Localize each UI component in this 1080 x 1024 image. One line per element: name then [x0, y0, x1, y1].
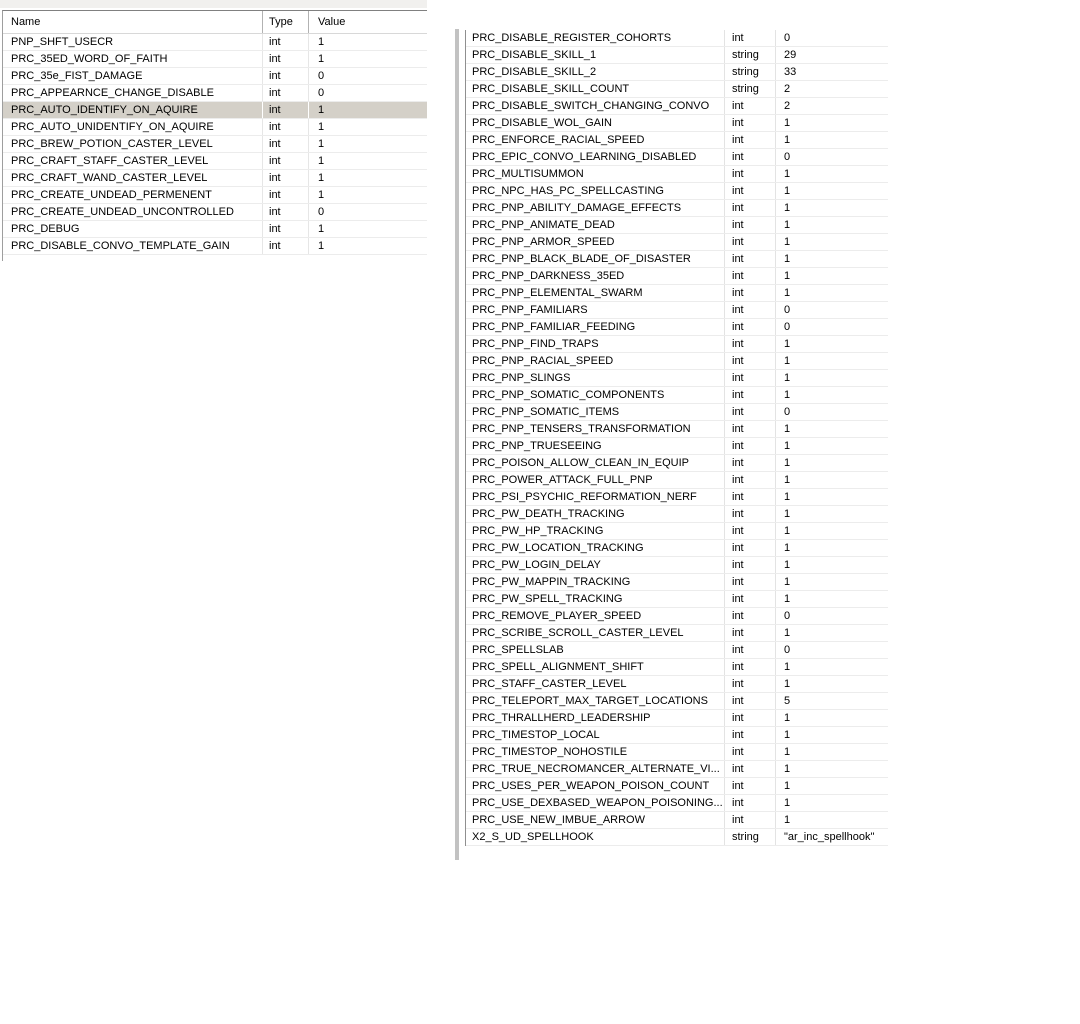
- cell-type: int: [724, 234, 775, 250]
- table-row[interactable]: [466, 574, 888, 591]
- cell-type: int: [724, 353, 775, 369]
- cell-value: 0: [775, 404, 888, 420]
- cell-value: 1: [775, 370, 888, 386]
- cell-value: 1: [775, 438, 888, 454]
- cell-type: int: [724, 336, 775, 352]
- cell-name: PRC_USES_PER_WEAPON_POISON_COUNT: [472, 780, 710, 792]
- cell-type: int: [724, 302, 775, 318]
- cell-name: PRC_TELEPORT_MAX_TARGET_LOCATIONS: [472, 695, 708, 707]
- cell-value: 1: [775, 353, 888, 369]
- window-top-strip: [0, 0, 427, 8]
- column-header-value[interactable]: Value: [308, 11, 427, 33]
- cell-name: PRC_PW_DEATH_TRACKING: [472, 508, 625, 520]
- cell-type: int: [724, 642, 775, 658]
- variables-list-left: [2, 10, 427, 261]
- cell-name: PRC_USE_DEXBASED_WEAPON_POISONING...: [472, 797, 723, 809]
- table-row[interactable]: [3, 204, 427, 221]
- cell-value: 1: [775, 591, 888, 607]
- table-row[interactable]: [466, 455, 888, 472]
- cell-type: int: [262, 119, 308, 135]
- cell-value: 1: [308, 102, 427, 118]
- cell-name: PRC_PNP_FIND_TRAPS: [472, 338, 599, 350]
- variables-list-right: [465, 30, 888, 846]
- table-row[interactable]: [466, 319, 888, 336]
- cell-name: PRC_ENFORCE_RACIAL_SPEED: [472, 134, 645, 146]
- table-row[interactable]: [3, 85, 427, 102]
- table-row[interactable]: [466, 217, 888, 234]
- cell-name: PRC_EPIC_CONVO_LEARNING_DISABLED: [472, 151, 697, 163]
- cell-type: int: [262, 238, 308, 254]
- cell-value: 1: [775, 132, 888, 148]
- cell-name: PRC_DISABLE_SKILL_1: [472, 49, 597, 61]
- cell-name: PRC_PNP_BLACK_BLADE_OF_DISASTER: [472, 253, 691, 265]
- cell-value: 1: [775, 710, 888, 726]
- cell-type: int: [724, 30, 775, 46]
- cell-name: PRC_AUTO_IDENTIFY_ON_AQUIRE: [11, 104, 198, 116]
- cell-type: int: [724, 183, 775, 199]
- table-row[interactable]: [466, 761, 888, 778]
- table-row[interactable]: [3, 187, 427, 204]
- cell-name: PRC_PNP_DARKNESS_35ED: [472, 270, 625, 282]
- cell-name: PRC_POISON_ALLOW_CLEAN_IN_EQUIP: [472, 457, 690, 469]
- cell-value: 1: [775, 489, 888, 505]
- table-row[interactable]: [466, 251, 888, 268]
- cell-name: PRC_CREATE_UNDEAD_PERMENENT: [11, 189, 212, 201]
- cell-type: int: [724, 608, 775, 624]
- cell-value: 1: [775, 523, 888, 539]
- cell-name: PRC_STAFF_CASTER_LEVEL: [472, 678, 627, 690]
- table-row[interactable]: [3, 153, 427, 170]
- cell-type: int: [724, 693, 775, 709]
- cell-name: PRC_TIMESTOP_NOHOSTILE: [472, 746, 628, 758]
- cell-type: int: [724, 744, 775, 760]
- table-row[interactable]: [466, 149, 888, 166]
- cell-type: int: [724, 574, 775, 590]
- cell-type: int: [724, 523, 775, 539]
- cell-name: PRC_DISABLE_SKILL_2: [472, 66, 597, 78]
- table-body-right: [466, 30, 888, 846]
- cell-value: 1: [308, 51, 427, 67]
- cell-name: PRC_SPELL_ALIGNMENT_SHIFT: [472, 661, 644, 673]
- table-row[interactable]: [3, 34, 427, 51]
- cell-value: 1: [775, 540, 888, 556]
- cell-value: 0: [775, 608, 888, 624]
- table-row[interactable]: [466, 166, 888, 183]
- table-row[interactable]: [466, 115, 888, 132]
- cell-name: PRC_AUTO_UNIDENTIFY_ON_AQUIRE: [11, 121, 214, 133]
- cell-type: int: [724, 472, 775, 488]
- cell-type: int: [724, 625, 775, 641]
- table-row[interactable]: [466, 523, 888, 540]
- cell-name: PRC_THRALLHERD_LEADERSHIP: [472, 712, 651, 724]
- cell-name: PRC_MULTISUMMON: [472, 168, 584, 180]
- cell-name: PRC_DISABLE_CONVO_TEMPLATE_GAIN: [11, 240, 230, 252]
- cell-type: int: [724, 710, 775, 726]
- cell-type: int: [724, 200, 775, 216]
- cell-value: 2: [775, 81, 888, 97]
- cell-type: int: [262, 34, 308, 50]
- table-row[interactable]: [466, 353, 888, 370]
- cell-name: PRC_PNP_ARMOR_SPEED: [472, 236, 615, 248]
- cell-type: int: [724, 421, 775, 437]
- cell-type: int: [724, 251, 775, 267]
- cell-name: PRC_PNP_FAMILIAR_FEEDING: [472, 321, 636, 333]
- cell-name: PRC_35e_FIST_DAMAGE: [11, 70, 143, 82]
- table-row[interactable]: [466, 268, 888, 285]
- cell-type: int: [724, 387, 775, 403]
- cell-type: int: [724, 795, 775, 811]
- cell-type: int: [262, 102, 308, 118]
- cell-name: PRC_DISABLE_SWITCH_CHANGING_CONVO: [472, 100, 710, 112]
- cell-type: int: [724, 778, 775, 794]
- cell-name: PRC_POWER_ATTACK_FULL_PNP: [472, 474, 653, 486]
- table-row[interactable]: [466, 727, 888, 744]
- cell-type: int: [724, 268, 775, 284]
- table-row[interactable]: [466, 370, 888, 387]
- table-row[interactable]: [466, 642, 888, 659]
- cell-type: int: [724, 557, 775, 573]
- cell-name: PRC_CRAFT_WAND_CASTER_LEVEL: [11, 172, 208, 184]
- cell-type: int: [262, 221, 308, 237]
- cell-name: PRC_PW_LOGIN_DELAY: [472, 559, 601, 571]
- table-row[interactable]: [466, 438, 888, 455]
- cell-name: PRC_PNP_ELEMENTAL_SWARM: [472, 287, 643, 299]
- cell-type: int: [262, 85, 308, 101]
- cell-value: 5: [775, 693, 888, 709]
- table-row[interactable]: [466, 591, 888, 608]
- column-header-name[interactable]: Name: [11, 16, 41, 28]
- table-row[interactable]: [466, 472, 888, 489]
- cell-value: 0: [308, 85, 427, 101]
- cell-name: PRC_DISABLE_REGISTER_COHORTS: [472, 32, 672, 44]
- table-row[interactable]: [466, 540, 888, 557]
- table-header: [3, 11, 427, 34]
- table-row[interactable]: [466, 710, 888, 727]
- cell-value: 1: [775, 727, 888, 743]
- table-row[interactable]: [466, 302, 888, 319]
- cell-name: PRC_REMOVE_PLAYER_SPEED: [472, 610, 642, 622]
- cell-name: PRC_35ED_WORD_OF_FAITH: [11, 53, 168, 65]
- cell-name: PRC_PNP_FAMILIARS: [472, 304, 588, 316]
- table-row[interactable]: [3, 238, 427, 255]
- cell-value: 2: [775, 98, 888, 114]
- cell-value: 1: [308, 221, 427, 237]
- table-row[interactable]: [466, 778, 888, 795]
- cell-type: int: [724, 455, 775, 471]
- cell-value: 1: [775, 744, 888, 760]
- cell-name: PRC_APPEARNCE_CHANGE_DISABLE: [11, 87, 214, 99]
- cell-type: int: [262, 68, 308, 84]
- table-row[interactable]: [466, 676, 888, 693]
- cell-type: int: [262, 51, 308, 67]
- table-row[interactable]: [466, 693, 888, 710]
- cell-name: PRC_TIMESTOP_LOCAL: [472, 729, 600, 741]
- table-body-left: [3, 34, 427, 255]
- cell-value: 1: [775, 166, 888, 182]
- table-row[interactable]: [466, 506, 888, 523]
- cell-value: 1: [775, 251, 888, 267]
- cell-name: PRC_DISABLE_WOL_GAIN: [472, 117, 612, 129]
- cell-type: int: [724, 812, 775, 828]
- cell-type: int: [724, 591, 775, 607]
- cell-value: 0: [775, 30, 888, 46]
- cell-value: 1: [775, 761, 888, 777]
- cell-type: int: [724, 659, 775, 675]
- cell-value: 1: [775, 659, 888, 675]
- cell-type: int: [724, 540, 775, 556]
- cell-name: PRC_DEBUG: [11, 223, 80, 235]
- cell-name: PRC_NPC_HAS_PC_SPELLCASTING: [472, 185, 664, 197]
- cell-type: int: [262, 153, 308, 169]
- cell-type: int: [724, 115, 775, 131]
- cell-type: string: [724, 47, 775, 63]
- table-row[interactable]: [466, 557, 888, 574]
- table-row[interactable]: [466, 234, 888, 251]
- cell-name: PRC_PNP_SLINGS: [472, 372, 571, 384]
- cell-value: 1: [775, 778, 888, 794]
- cell-name: PRC_PSI_PSYCHIC_REFORMATION_NERF: [472, 491, 697, 503]
- cell-name: PRC_CRAFT_STAFF_CASTER_LEVEL: [11, 155, 209, 167]
- cell-value: 1: [775, 200, 888, 216]
- table-row[interactable]: [3, 51, 427, 68]
- cell-name: PNP_SHFT_USECR: [11, 36, 114, 48]
- cell-value: 1: [308, 238, 427, 254]
- cell-value: 0: [308, 68, 427, 84]
- cell-name: PRC_PW_SPELL_TRACKING: [472, 593, 623, 605]
- cell-value: 1: [775, 812, 888, 828]
- cell-value: 0: [775, 149, 888, 165]
- cell-value: 1: [775, 285, 888, 301]
- cell-name: PRC_DISABLE_SKILL_COUNT: [472, 83, 630, 95]
- table-row[interactable]: [466, 608, 888, 625]
- cell-type: string: [724, 64, 775, 80]
- cell-value: 1: [775, 387, 888, 403]
- cell-name: PRC_PNP_ABILITY_DAMAGE_EFFECTS: [472, 202, 682, 214]
- table-row[interactable]: [466, 30, 888, 47]
- cell-value: 1: [308, 119, 427, 135]
- table-row[interactable]: [3, 119, 427, 136]
- table-row[interactable]: [466, 81, 888, 98]
- table-row[interactable]: [466, 421, 888, 438]
- cell-value: 0: [775, 319, 888, 335]
- table-row[interactable]: [466, 812, 888, 829]
- cell-value: 1: [775, 217, 888, 233]
- cell-value: 1: [775, 557, 888, 573]
- cell-value: 1: [775, 115, 888, 131]
- cell-value: 1: [775, 234, 888, 250]
- cell-type: int: [724, 319, 775, 335]
- cell-value: 1: [775, 336, 888, 352]
- table-row[interactable]: [466, 625, 888, 642]
- table-row[interactable]: [466, 47, 888, 64]
- cell-name: PRC_PNP_SOMATIC_ITEMS: [472, 406, 620, 418]
- cell-name: PRC_PNP_RACIAL_SPEED: [472, 355, 614, 367]
- cell-type: int: [724, 149, 775, 165]
- cell-type: int: [724, 404, 775, 420]
- table-row[interactable]: [3, 136, 427, 153]
- cell-type: int: [724, 727, 775, 743]
- cell-value: 1: [775, 472, 888, 488]
- table-row[interactable]: [466, 829, 888, 846]
- cell-type: int: [724, 676, 775, 692]
- cell-value: 1: [308, 170, 427, 186]
- cell-value: 1: [775, 455, 888, 471]
- cell-name: PRC_SCRIBE_SCROLL_CASTER_LEVEL: [472, 627, 684, 639]
- cell-value: 29: [775, 47, 888, 63]
- cell-name: X2_S_UD_SPELLHOOK: [472, 831, 594, 843]
- cell-type: int: [724, 132, 775, 148]
- table-row[interactable]: [466, 387, 888, 404]
- column-header-type[interactable]: Type: [262, 11, 308, 33]
- cell-name: PRC_BREW_POTION_CASTER_LEVEL: [11, 138, 213, 150]
- cell-type: int: [262, 187, 308, 203]
- cell-value: 1: [308, 136, 427, 152]
- table-row[interactable]: [466, 183, 888, 200]
- table-row[interactable]: [466, 489, 888, 506]
- cell-value: 1: [775, 625, 888, 641]
- cell-type: int: [724, 166, 775, 182]
- table-row[interactable]: [466, 744, 888, 761]
- cell-value: 1: [775, 268, 888, 284]
- cell-value: 1: [775, 795, 888, 811]
- cell-value: 0: [308, 204, 427, 220]
- cell-name: PRC_PNP_TENSERS_TRANSFORMATION: [472, 423, 691, 435]
- cell-value: 1: [308, 187, 427, 203]
- cell-name: PRC_PW_HP_TRACKING: [472, 525, 604, 537]
- cell-value: "ar_inc_spellhook": [775, 829, 888, 845]
- cell-type: string: [724, 829, 775, 845]
- table-row[interactable]: [3, 221, 427, 238]
- cell-name: PRC_CREATE_UNDEAD_UNCONTROLLED: [11, 206, 234, 218]
- cell-value: 1: [775, 574, 888, 590]
- cell-name: PRC_SPELLSLAB: [472, 644, 564, 656]
- table-row[interactable]: [466, 404, 888, 421]
- cell-name: PRC_PNP_TRUESEEING: [472, 440, 602, 452]
- cell-name: PRC_PW_LOCATION_TRACKING: [472, 542, 644, 554]
- table-row[interactable]: [466, 285, 888, 302]
- cell-name: PRC_TRUE_NECROMANCER_ALTERNATE_VI...: [472, 763, 720, 775]
- cell-type: string: [724, 81, 775, 97]
- table-row[interactable]: [466, 659, 888, 676]
- cell-type: int: [724, 761, 775, 777]
- table-row[interactable]: [3, 170, 427, 187]
- cell-type: int: [262, 170, 308, 186]
- cell-value: 1: [775, 676, 888, 692]
- cell-name: PRC_PNP_ANIMATE_DEAD: [472, 219, 615, 231]
- table-row[interactable]: [3, 102, 427, 119]
- cell-type: int: [724, 285, 775, 301]
- cell-name: PRC_PW_MAPPIN_TRACKING: [472, 576, 631, 588]
- cell-name: PRC_USE_NEW_IMBUE_ARROW: [472, 814, 645, 826]
- table-row[interactable]: [466, 200, 888, 217]
- cell-value: 33: [775, 64, 888, 80]
- table-row[interactable]: [466, 795, 888, 812]
- cell-type: int: [724, 506, 775, 522]
- window-left-border: [455, 29, 459, 860]
- cell-value: 0: [775, 642, 888, 658]
- table-row[interactable]: [3, 68, 427, 85]
- cell-type: int: [262, 136, 308, 152]
- cell-value: 0: [775, 302, 888, 318]
- table-row[interactable]: [466, 98, 888, 115]
- cell-type: int: [724, 98, 775, 114]
- table-row[interactable]: [466, 64, 888, 81]
- cell-value: 1: [775, 183, 888, 199]
- cell-value: 1: [308, 34, 427, 50]
- cell-value: 1: [775, 506, 888, 522]
- cell-type: int: [262, 204, 308, 220]
- cell-name: PRC_PNP_SOMATIC_COMPONENTS: [472, 389, 665, 401]
- cell-type: int: [724, 489, 775, 505]
- cell-type: int: [724, 370, 775, 386]
- cell-type: int: [724, 438, 775, 454]
- cell-value: 1: [775, 421, 888, 437]
- cell-value: 1: [308, 153, 427, 169]
- table-row[interactable]: [466, 132, 888, 149]
- cell-type: int: [724, 217, 775, 233]
- table-row[interactable]: [466, 336, 888, 353]
